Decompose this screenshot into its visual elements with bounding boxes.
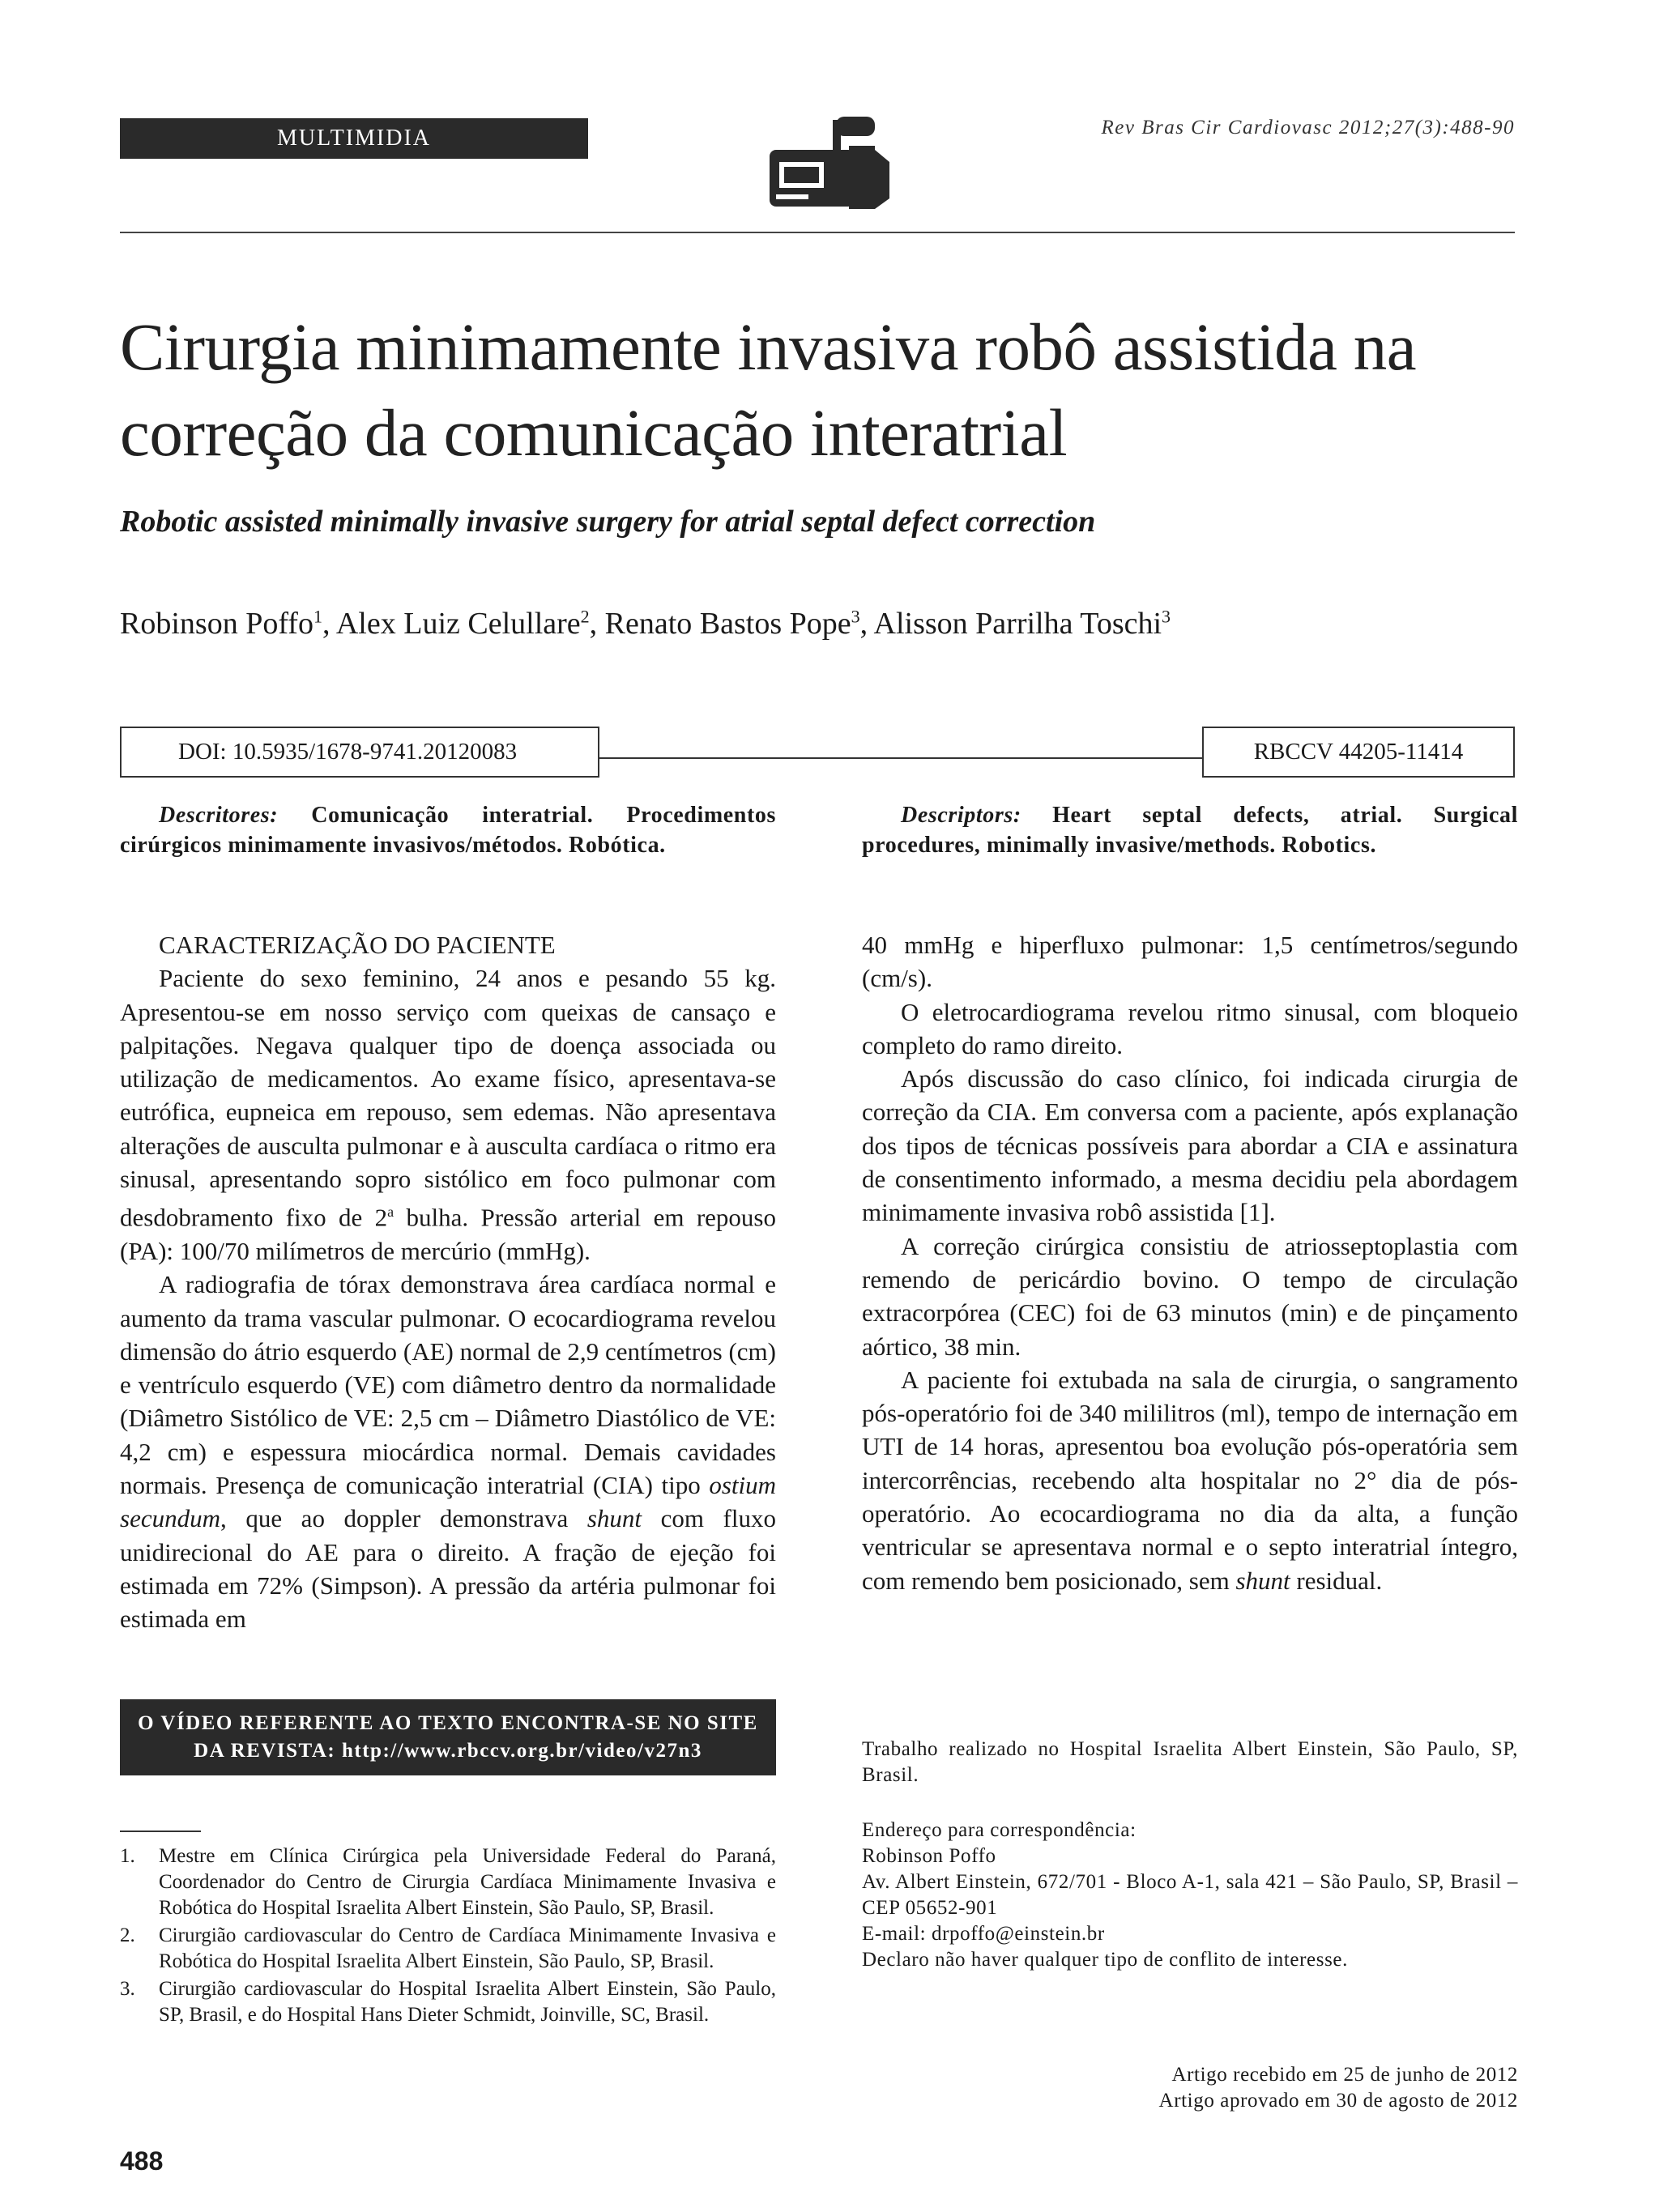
text-run: com fluxo unidirecional do AE para o direito. A fração de ejeção foi estimada em 72% (Simpson). A pressão da artéria pulmonar foi estimada em — [120, 1504, 776, 1634]
address-email[interactable]: E-mail: drpoffo@einstein.br — [862, 1923, 1105, 1945]
video-camera-icon — [761, 113, 891, 211]
address-street: Av. Albert Einstein, 672/701 - Bloco A-1, sala 421 – São Paulo, SP, Brasil – CEP 05652-901 — [862, 1871, 1518, 1919]
author-name: Robinson Poffo — [120, 607, 313, 641]
paragraph — [120, 961, 776, 1268]
header-rule — [120, 232, 1515, 233]
journal-reference: Rev Bras Cir Cardiovasc 2012;27(3):488-90 — [1101, 117, 1515, 139]
address-name: Robinson Poffo — [862, 1845, 996, 1867]
author-affiliation: 3 — [851, 606, 860, 627]
footnote — [120, 1923, 776, 1975]
paragraph: A correção cirúrgica consistiu de atriosseptoplastia com remendo de pericárdio bovino. O tempo de circulação extracorpórea (CEC) foi de 63 minutos (min) e de pinçamento aórtico, 38 min. — [862, 1231, 1518, 1361]
approved-date: Artigo aprovado em 30 de agosto de 2012 — [1158, 2090, 1518, 2112]
footnote-rule — [120, 1831, 201, 1832]
correspondence-address — [862, 1818, 1518, 1947]
descriptors-en-text: Heart septal defects, atrial. Surgical procedures, minimally invasive/methods. Robotics. — [862, 803, 1518, 858]
descriptors-pt-text: Comunicação interatrial. Procedimentos cirúrgicos minimamente invasivos/métodos. Robótica. — [120, 803, 776, 858]
paragraph — [862, 1363, 1518, 1597]
conflict-declaration: Declaro não haver qualquer tipo de conflito de interesse. — [862, 1949, 1348, 1971]
doi-box[interactable]: DOI: 10.5935/1678-9741.20120083 — [120, 727, 599, 778]
author-affiliation: 3 — [1162, 606, 1171, 627]
text-run: , que ao doppler demonstrava — [220, 1504, 587, 1533]
footnote-number: 1. — [120, 1845, 135, 1867]
author-affiliation: 1 — [313, 606, 322, 627]
article-title — [120, 304, 1529, 475]
descriptors-en — [862, 800, 1518, 860]
text-run: residual. — [1290, 1566, 1383, 1595]
page-number: 488 — [120, 2146, 164, 2176]
author-list — [120, 606, 1171, 641]
section-label: MULTIMIDIA — [120, 118, 588, 159]
paragraph — [120, 1268, 776, 1635]
text-run: A radiografia de tórax demonstrava área cardíaca normal e aumento da trama vascular pulmonar. O ecocardiograma revelou dimensão do átrio esquerdo (AE) normal de 2,9 centímetros (cm) e ventrículo esquerdo (VE) com diâmetro dentro da normalidade (Diâmetro Sistólico de VE: 2,5 cm – Diâmetro Diastólico de VE: 4,2 cm) e espessura miocárdica normal. Demais cavidades normais. Presença de comunicação interatrial (CIA) tipo — [120, 1270, 776, 1500]
title-line-2: correção da comunicação interatrial — [120, 395, 1068, 470]
footnote-number: 2. — [120, 1924, 135, 1946]
descriptors-pt — [120, 800, 776, 860]
author-separator: , — [322, 607, 336, 641]
author-separator: , — [859, 607, 874, 641]
footnote — [120, 1976, 776, 2028]
paragraph: O eletrocardiograma revelou ritmo sinusal, com bloqueio completo do ramo direito. — [862, 997, 1518, 1059]
received-date: Artigo recebido em 25 de junho de 2012 — [1171, 2064, 1518, 2086]
author-affiliation: 2 — [580, 606, 590, 627]
footnote-number: 3. — [120, 1978, 135, 2000]
video-banner-line-2[interactable]: DA REVISTA: http://www.rbccv.org.br/video/v27n3 — [194, 1740, 702, 1762]
author-name: Alisson Parrilha Toschi — [873, 607, 1162, 641]
italic-term: shunt — [1235, 1566, 1290, 1595]
descriptors-pt-label: Descritores: — [159, 803, 279, 828]
paragraph: Após discussão do caso clínico, foi indicada cirurgia de correção da CIA. Em conversa com a paciente, após explanação dos tipos de técnicas possíveis para abordar a CIA e assinatura de consentimento informado, a mesma decidiu pela abordagem minimamente invasiva robô assistida [1]. — [862, 1064, 1518, 1227]
author-separator: , — [589, 607, 605, 641]
body-right-column — [862, 928, 1518, 1597]
footnotes — [120, 1843, 776, 2030]
article-subtitle: Robotic assisted minimally invasive surgery for atrial septal defect correction — [120, 505, 1096, 539]
address-label: Endereço para correspondência: — [862, 1819, 1137, 1841]
text-run: Paciente do sexo feminino, 24 anos e pesando 55 kg. Apresentou-se em nosso serviço com queixas de cansaço e palpitações. Negava qualquer tipo de doença associada ou utilização de medicamentos. Ao exame físico, apresentava-se eutrófica, eupneica em repouso, sem edemas. Não apresentava alterações de ausculta pulmonar e à ausculta cardíaca o ritmo era sinusal, apresentando sopro sistólico em foco pulmonar com desdobramento fixo de 2 — [120, 964, 776, 1232]
body-left-column — [120, 928, 776, 1636]
article-dates — [862, 2062, 1518, 2114]
footnote-text: Cirurgião cardiovascular do Hospital Israelita Albert Einstein, São Paulo, SP, Brasil, e do Hospital Hans Dieter Schmidt, Joinville, SC, Brasil. — [159, 1978, 776, 2026]
descriptors-en-label: Descriptors: — [901, 803, 1021, 828]
italic-term: shunt — [586, 1504, 642, 1533]
footnote-text: Mestre em Clínica Cirúrgica pela Universidade Federal do Paraná, Coordenador do Centro de Cirurgia Cardíaca Minimamente Invasiva e Robótica do Hospital Israelita Albert Einstein, São Paulo, SP, Brasil. — [159, 1845, 776, 1919]
italic-term: ostium secundum — [120, 1471, 776, 1533]
video-link-banner[interactable] — [120, 1699, 776, 1775]
rbccv-box: RBCCV 44205-11414 — [1202, 727, 1515, 778]
text-run: A paciente foi extubada na sala de cirurgia, o sangramento pós-operatório foi de 340 mililitros (ml), tempo de internação em UTI de 14 horas, apresentou boa evolução pós-operatória sem intercorrências, recebendo alta hospitalar no 2° dia de pós-operatório. Ao ecocardiograma no dia da alta, a função ventricular se apresentava normal e o septo interatrial íntegro, com remendo bem posicionado, sem — [862, 1365, 1518, 1595]
paragraph: 40 mmHg e hiperfluxo pulmonar: 1,5 centímetros/segundo (cm/s). — [862, 931, 1518, 993]
author-name: Alex Luiz Celullare — [335, 607, 581, 641]
footnote-text: Cirurgião cardiovascular do Centro de Cardíaca Minimamente Invasiva e Robótica do Hospital Israelita Albert Einstein, São Paulo, SP, Brasil. — [159, 1924, 776, 1972]
author-name: Renato Bastos Pope — [604, 607, 851, 641]
title-line-1: Cirurgia minimamente invasiva robô assistida na — [120, 309, 1417, 384]
section-heading: CARACTERIZAÇÃO DO PACIENTE — [159, 931, 556, 959]
text-run: bulha. Pressão arterial em repouso (PA): 100/70 milímetros de mercúrio (mmHg). — [120, 1203, 776, 1265]
work-institution: Trabalho realizado no Hospital Israelita Albert Einstein, São Paulo, SP, Brasil. — [862, 1738, 1518, 1786]
footnote — [120, 1843, 776, 1921]
video-banner-line-1: O VÍDEO REFERENTE AO TEXTO ENCONTRA-SE NO SITE — [138, 1712, 758, 1734]
superscript: a — [387, 1204, 394, 1221]
